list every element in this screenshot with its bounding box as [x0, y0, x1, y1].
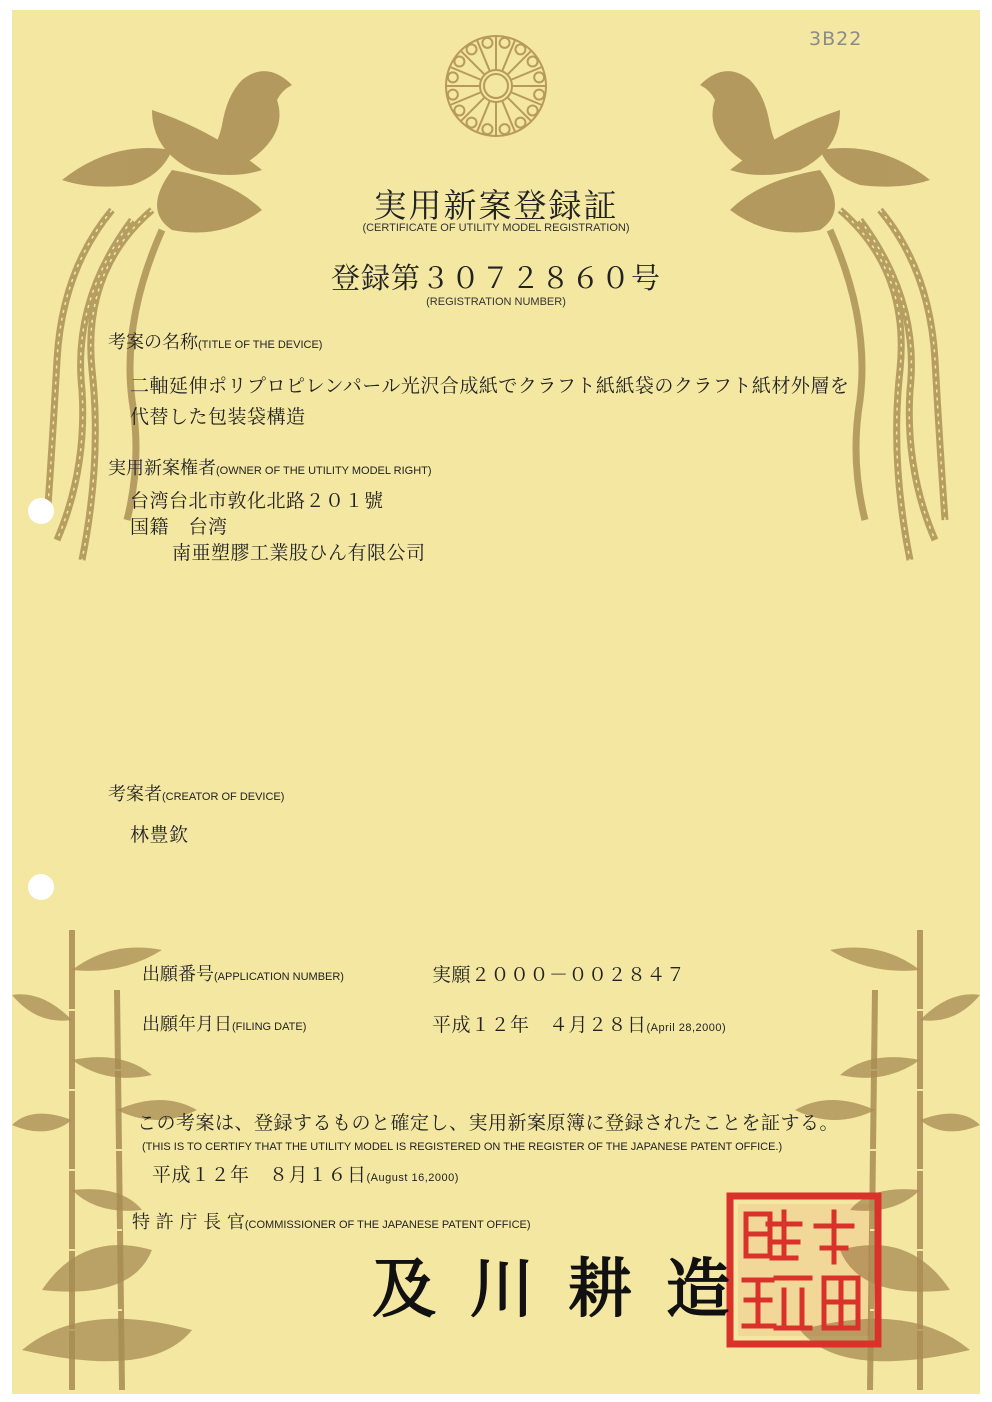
commissioner-heading: 特 許 庁 長 官(COMMISSIONER OF THE JAPANESE PATENT OFFICE)	[132, 1212, 531, 1233]
certificate-sheet	[12, 10, 980, 1394]
filing-date-heading: 出願年月日(FILING DATE)	[142, 1014, 307, 1035]
registration-number: 登録第３０７２８６０号	[330, 261, 661, 295]
certification-statement: この考案は、登録するものと確定し、実用新案原簿に登録されたことを証する。	[137, 1112, 840, 1134]
certification-statement-english: (THIS IS TO CERTIFY THAT THE UTILITY MODEL IS REGISTERED ON THE REGISTER OF THE JAPANESE PATENT OFFICE.)	[142, 1141, 783, 1153]
application-number-heading: 出願番号(APPLICATION NUMBER)	[142, 964, 344, 985]
right-phoenix-ornament	[660, 40, 960, 580]
owner-heading: 実用新案権者(OWNER OF THE UTILITY MODEL RIGHT)	[108, 458, 432, 479]
device-title-line-1: 二軸延伸ポリプロピレンパール光沢合成紙でクラフト紙紙袋のクラフト紙材外層を	[130, 375, 850, 397]
device-title-heading: 考案の名称(TITLE OF THE DEVICE)	[108, 332, 323, 353]
certificate-title: 実用新案登録証	[373, 186, 619, 225]
application-number-value: 実願２０００－００２８４７	[432, 964, 686, 986]
registration-number-label-english: (REGISTRATION NUMBER)	[426, 296, 566, 308]
handwritten-note: 3B22	[809, 28, 863, 50]
punch-hole	[28, 498, 54, 524]
owner-company: 南亜塑膠工業股ひん有限公司	[172, 542, 426, 564]
owner-nationality: 国籍 台湾	[130, 516, 228, 538]
creator-name: 林豊欽	[130, 824, 189, 846]
certificate-title-english: (CERTIFICATE OF UTILITY MODEL REGISTRATION)	[362, 222, 630, 234]
chrysanthemum-crest-icon	[440, 30, 552, 142]
owner-address: 台湾台北市敦化北路２０１號	[130, 490, 384, 512]
issue-date: 平成１２年 ８月１６日(August 16,2000)	[152, 1164, 459, 1186]
commissioner-signature: 及川耕造	[372, 1252, 764, 1327]
punch-hole	[28, 874, 54, 900]
filing-date-value: 平成１２年 ４月２８日(April 28,2000)	[432, 1014, 727, 1036]
device-title-line-2: 代替した包装袋構造	[130, 406, 306, 428]
creator-heading: 考案者(CREATOR OF DEVICE)	[108, 784, 285, 805]
